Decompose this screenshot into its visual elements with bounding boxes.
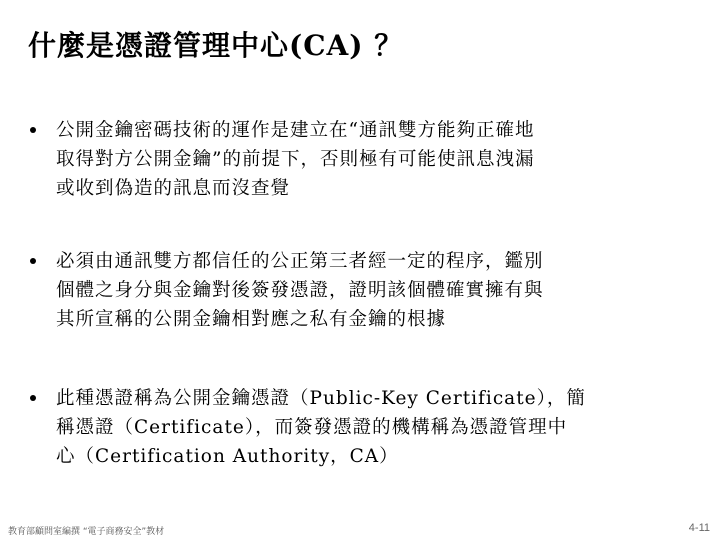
bullet-line: 其所宣稱的公開金鑰相對應之私有金鑰的根據: [56, 309, 447, 330]
bullet-item: [28, 247, 678, 334]
bullet-line: 此種憑證稱為公開金鑰憑證（Public-Key Certificate），簡: [56, 388, 586, 409]
footer-source: 教育部顧問室編撰 “電子商務安全”教材: [8, 527, 165, 537]
bullet-line: 或收到偽造的訊息而沒查覺: [56, 178, 291, 199]
bullet-list: [28, 116, 678, 515]
slide-title: 什麼是憑證管理中心(CA) ？: [28, 29, 404, 62]
bullet-dot-icon: [30, 258, 36, 264]
bullet-line: 稱憑證（Certificate），而簽發憑證的機構稱為憑證管理中: [56, 417, 568, 438]
bullet-line: 必須由通訊雙方都信任的公正第三者經一定的程序，鑑別: [56, 251, 544, 272]
page-number: 4-11: [688, 522, 710, 534]
bullet-dot-icon: [30, 127, 36, 133]
bullet-item: [28, 384, 678, 471]
bullet-item: [28, 116, 678, 203]
bullet-line: 取得對方公開金鑰”的前提下，否則極有可能使訊息洩漏: [56, 149, 535, 170]
bullet-line: 公開金鑰密碼技術的運作是建立在“通訊雙方能夠正確地: [56, 120, 535, 141]
bullet-dot-icon: [30, 395, 36, 401]
bullet-line: 個體之身分與金鑰對後簽發憑證，證明該個體確實擁有與: [56, 280, 544, 301]
bullet-line: 心（Certification Authority，CA）: [56, 446, 399, 467]
